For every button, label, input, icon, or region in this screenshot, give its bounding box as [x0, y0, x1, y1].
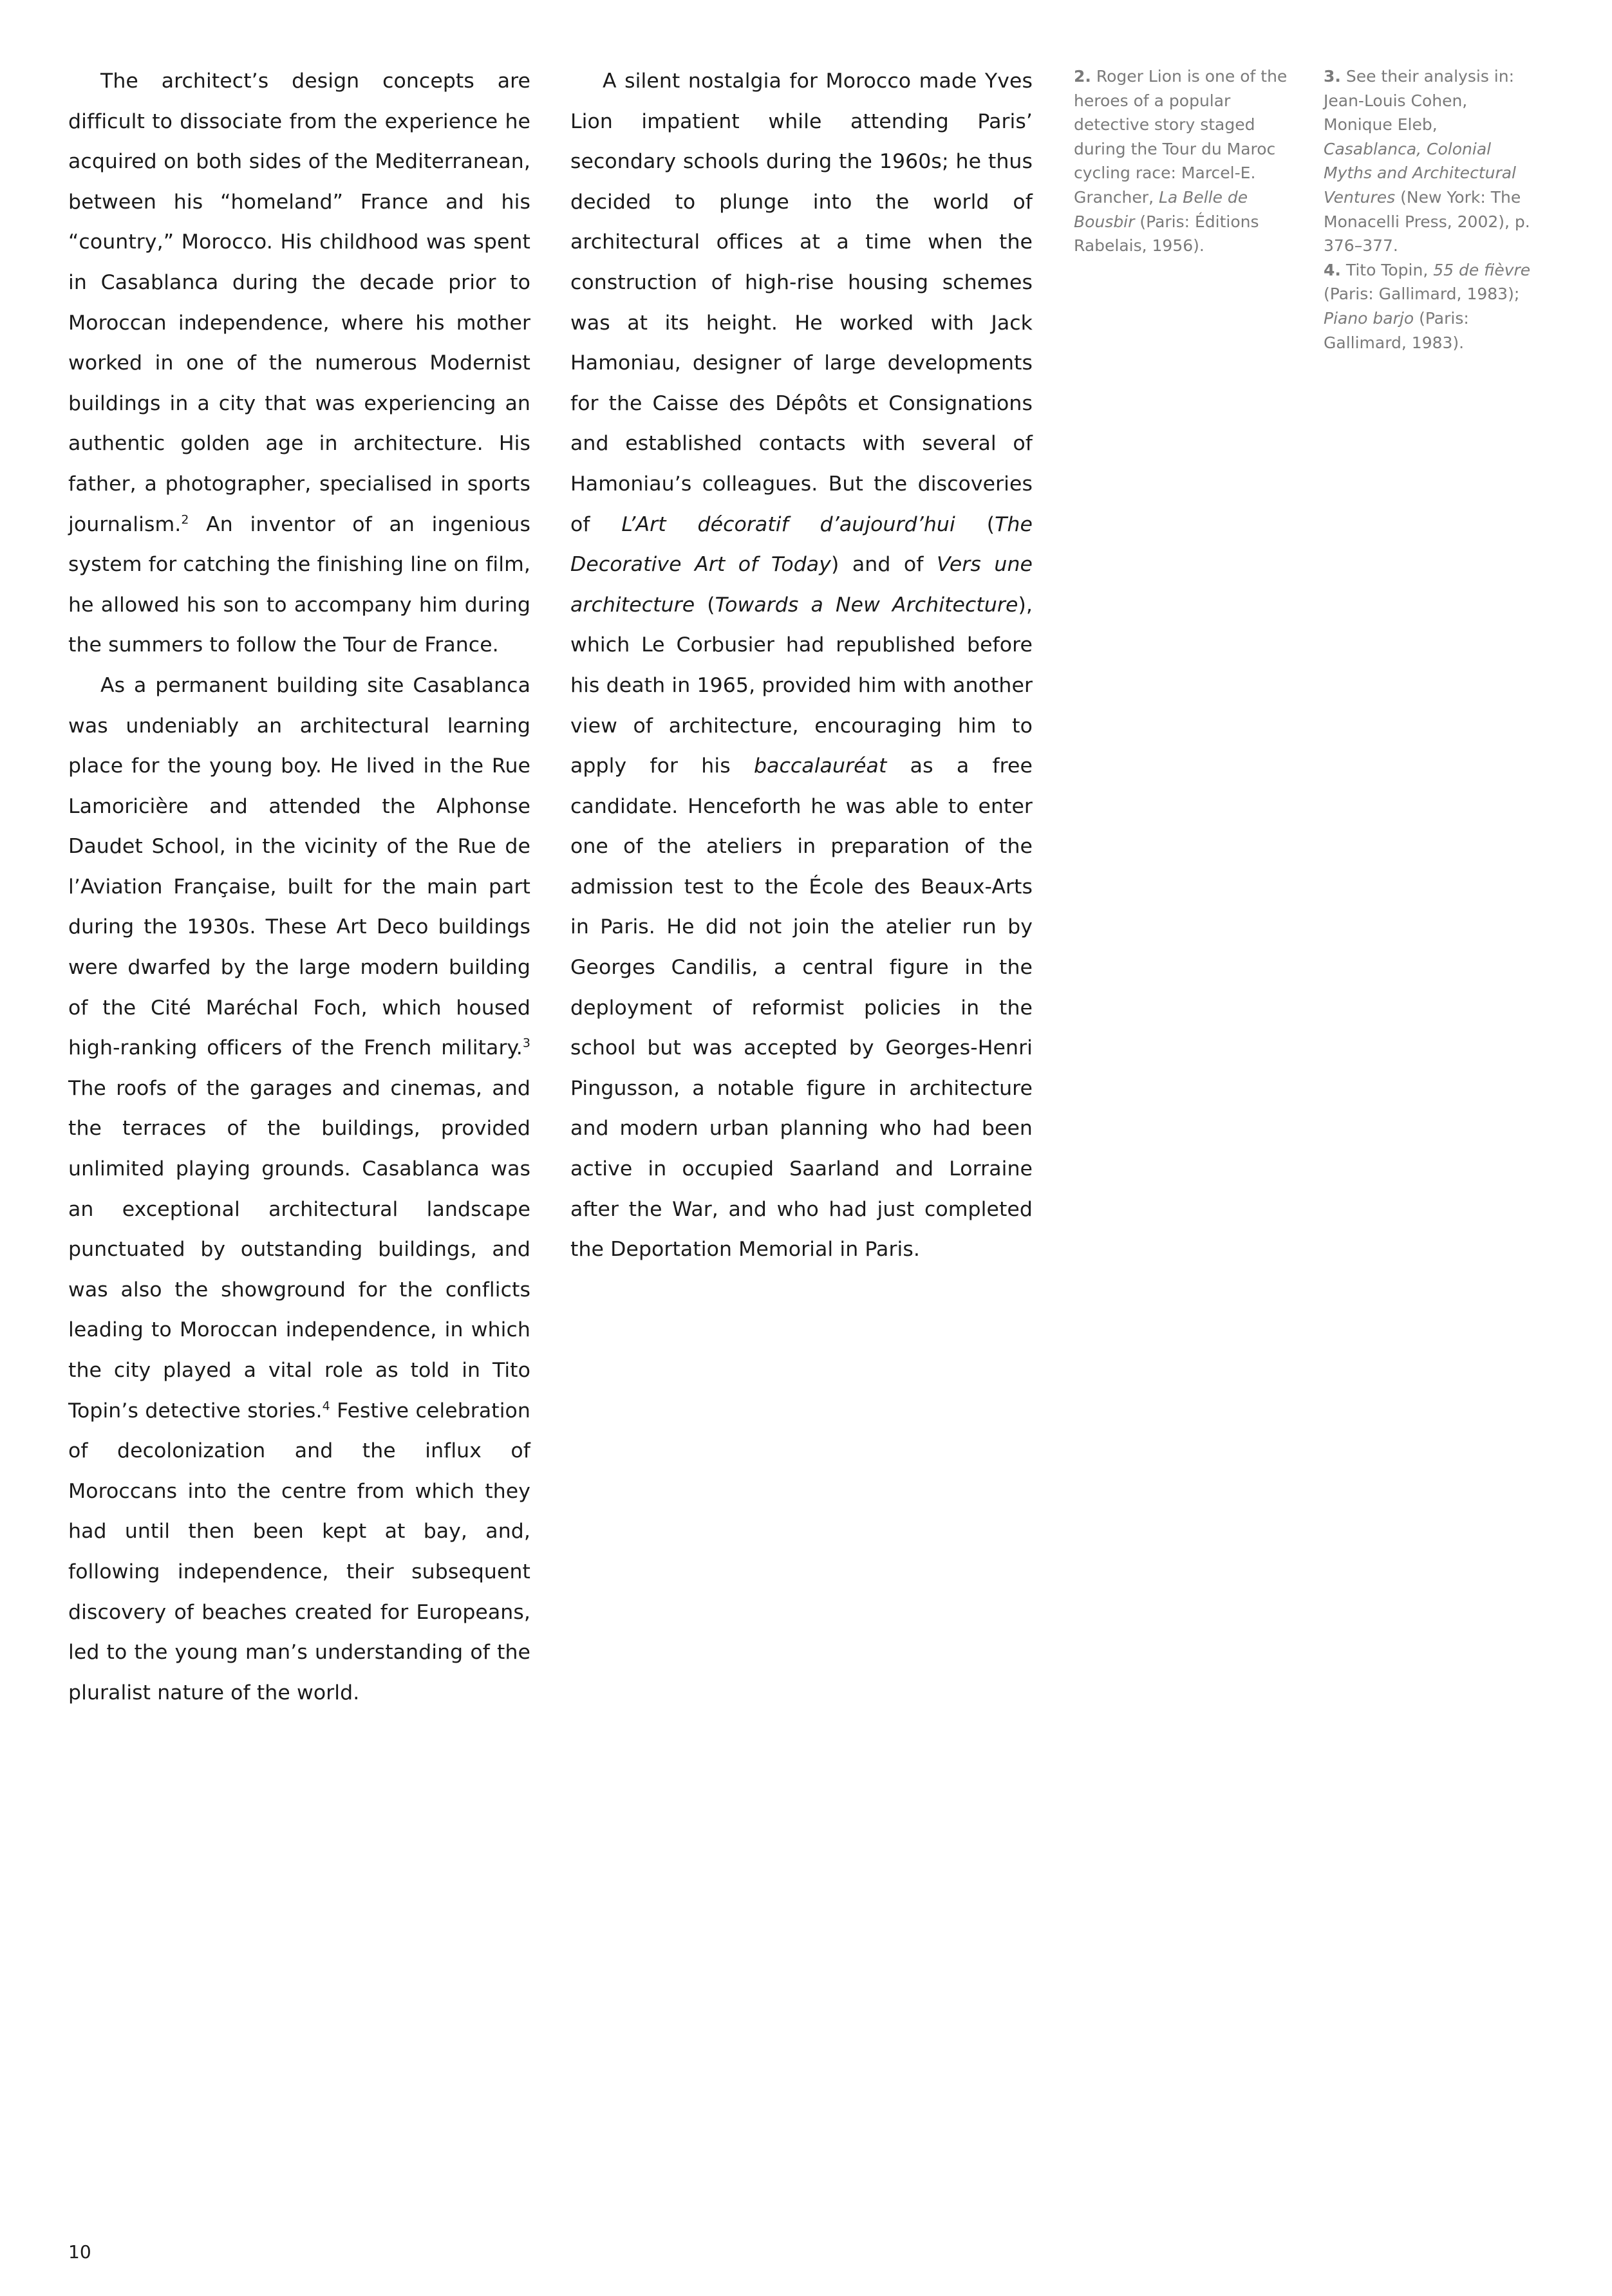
text-column-left — [68, 61, 530, 1713]
text-run: A silent nostalgia for Morocco made Yves Lion impatient while attending Paris’ secondary schools during the 1960s; he thus decided to plunge into the world of architectural offices at a time when the construction of high-rise housing schemes was at its height. He worked with Jack Hamoniau, designer of large developments for the Caisse des Dépôts et Consignations and established contacts with several of Hamoniau’s colleagues. But the discoveries of — [570, 70, 1033, 536]
text-run: (Paris: Éditions Rabelais, 1956). — [1074, 212, 1259, 256]
italic-title: Piano barjo — [1324, 308, 1414, 328]
text-run: The roofs of the garages and cinemas, and the terraces of the buildings, provided unlimited playing grounds. Casablanca was an exceptional architectural landscape punctuated by outstanding buildings, and was also the showground for the conflicts leading to Moroccan independence, in which the city played a vital role as told in Tito Topin’s detective stories. — [68, 1076, 530, 1423]
text-run: See their analysis in: Jean-Louis Cohen, Monique Eleb, — [1324, 67, 1515, 135]
footnote-number: 2. — [1074, 67, 1091, 86]
text-column-middle — [570, 61, 1033, 1270]
footnote-4 — [1324, 258, 1536, 355]
paragraph-casablanca — [68, 666, 530, 1713]
text-run: ( — [695, 593, 715, 617]
italic-term: baccalauréat — [753, 754, 887, 778]
footnote-column-2 — [1324, 64, 1536, 355]
footnote-ref-4[interactable]: 4 — [322, 1399, 330, 1414]
italic-title: Vers une architecture — [570, 553, 1033, 617]
footnote-2 — [1074, 64, 1293, 258]
italic-title: Casablanca, Colonial Myths and Architectural Ventures — [1324, 139, 1516, 207]
footnote-number: 4. — [1324, 260, 1341, 279]
footnote-ref-3[interactable]: 3 — [522, 1036, 530, 1050]
text-run: Tito Topin, — [1340, 260, 1434, 279]
text-run: (Paris: Gallimard, 1983). — [1324, 308, 1469, 352]
page-number: 10 — [68, 2241, 91, 2263]
text-run: as a free candidate. Henceforth he was able to enter one of the ateliers in preparation of the admission test to the École des Beaux-Arts in Paris. He did not join the atelier run by Georges Candilis, a central figure in the deployment of reformist policies in the school but was accepted by Georges-Henri Pingusson, a notable figure in architecture and modern urban planning who had been active in occupied Saarland and Lorraine after the War, and who had just completed the Deportation Memorial in Paris. — [570, 754, 1033, 1262]
italic-title: The Decorative Art of Today — [570, 512, 1033, 577]
footnote-column-1 — [1074, 64, 1293, 258]
italic-title: La Belle de Bousbir — [1074, 187, 1248, 231]
paragraph-childhood — [68, 61, 530, 666]
footnote-number: 3. — [1324, 67, 1341, 86]
italic-title: 55 de fièvre — [1433, 260, 1531, 279]
text-run: Festive celebration of decolonization and the influx of Moroccans into the centre from which they had until then been kept at bay, and, following independence, their subsequent discovery of beaches created for Europeans, led to the young man’s understanding of the pluralist nature of the world. — [68, 1399, 530, 1704]
text-run: As a permanent building site Casablanca was undeniably an architectural learning place for the young boy. He lived in the Rue Lamoricière and attended the Alphonse Daudet School, in the vicinity of the Rue de l’Aviation Française, built for the main part during the 1930s. These Art Deco buildings were dwarfed by the large modern building of the Cité Maréchal Foch, which housed high-ranking officers of the French military. — [68, 673, 530, 1060]
text-run: Roger Lion is one of the heroes of a popular detective story staged during the Tour du Maroc cycling race: Marcel-E. Grancher, — [1074, 67, 1288, 207]
text-run: ( — [955, 512, 995, 536]
footnote-ref-2[interactable]: 2 — [181, 512, 189, 527]
footnote-3 — [1324, 64, 1536, 258]
italic-title: Towards a New Architecture — [715, 593, 1018, 617]
text-run: (Paris: Gallimard, 1983); — [1324, 285, 1520, 304]
text-run: An inventor of an ingenious system for catching the finishing line on film, he allowed his son to accompany him during the summers to follow the Tour de France. — [68, 512, 530, 657]
text-run: ) and of — [830, 553, 937, 577]
text-run: The architect’s design concepts are difficult to dissociate from the experience he acquired on both sides of the Mediterranean, between his “homeland” France and his “country,” Morocco. His childhood was spent in Casablanca during the decade prior to Moroccan independence, where his mother worked in one of the numerous Modernist buildings in a city that was experiencing an authentic golden age in architecture. His father, a photographer, specialised in sports journalism. — [68, 70, 530, 536]
text-run: ), which Le Corbusier had republished before his death in 1965, provided him with another view of architecture, encouraging him to apply for his — [570, 593, 1033, 778]
paragraph-nostalgia — [570, 61, 1033, 1270]
text-run: (New York: The Monacelli Press, 2002), p. 376–377. — [1324, 187, 1530, 256]
italic-title: L’Art décoratif d’aujourd’hui — [621, 512, 955, 536]
